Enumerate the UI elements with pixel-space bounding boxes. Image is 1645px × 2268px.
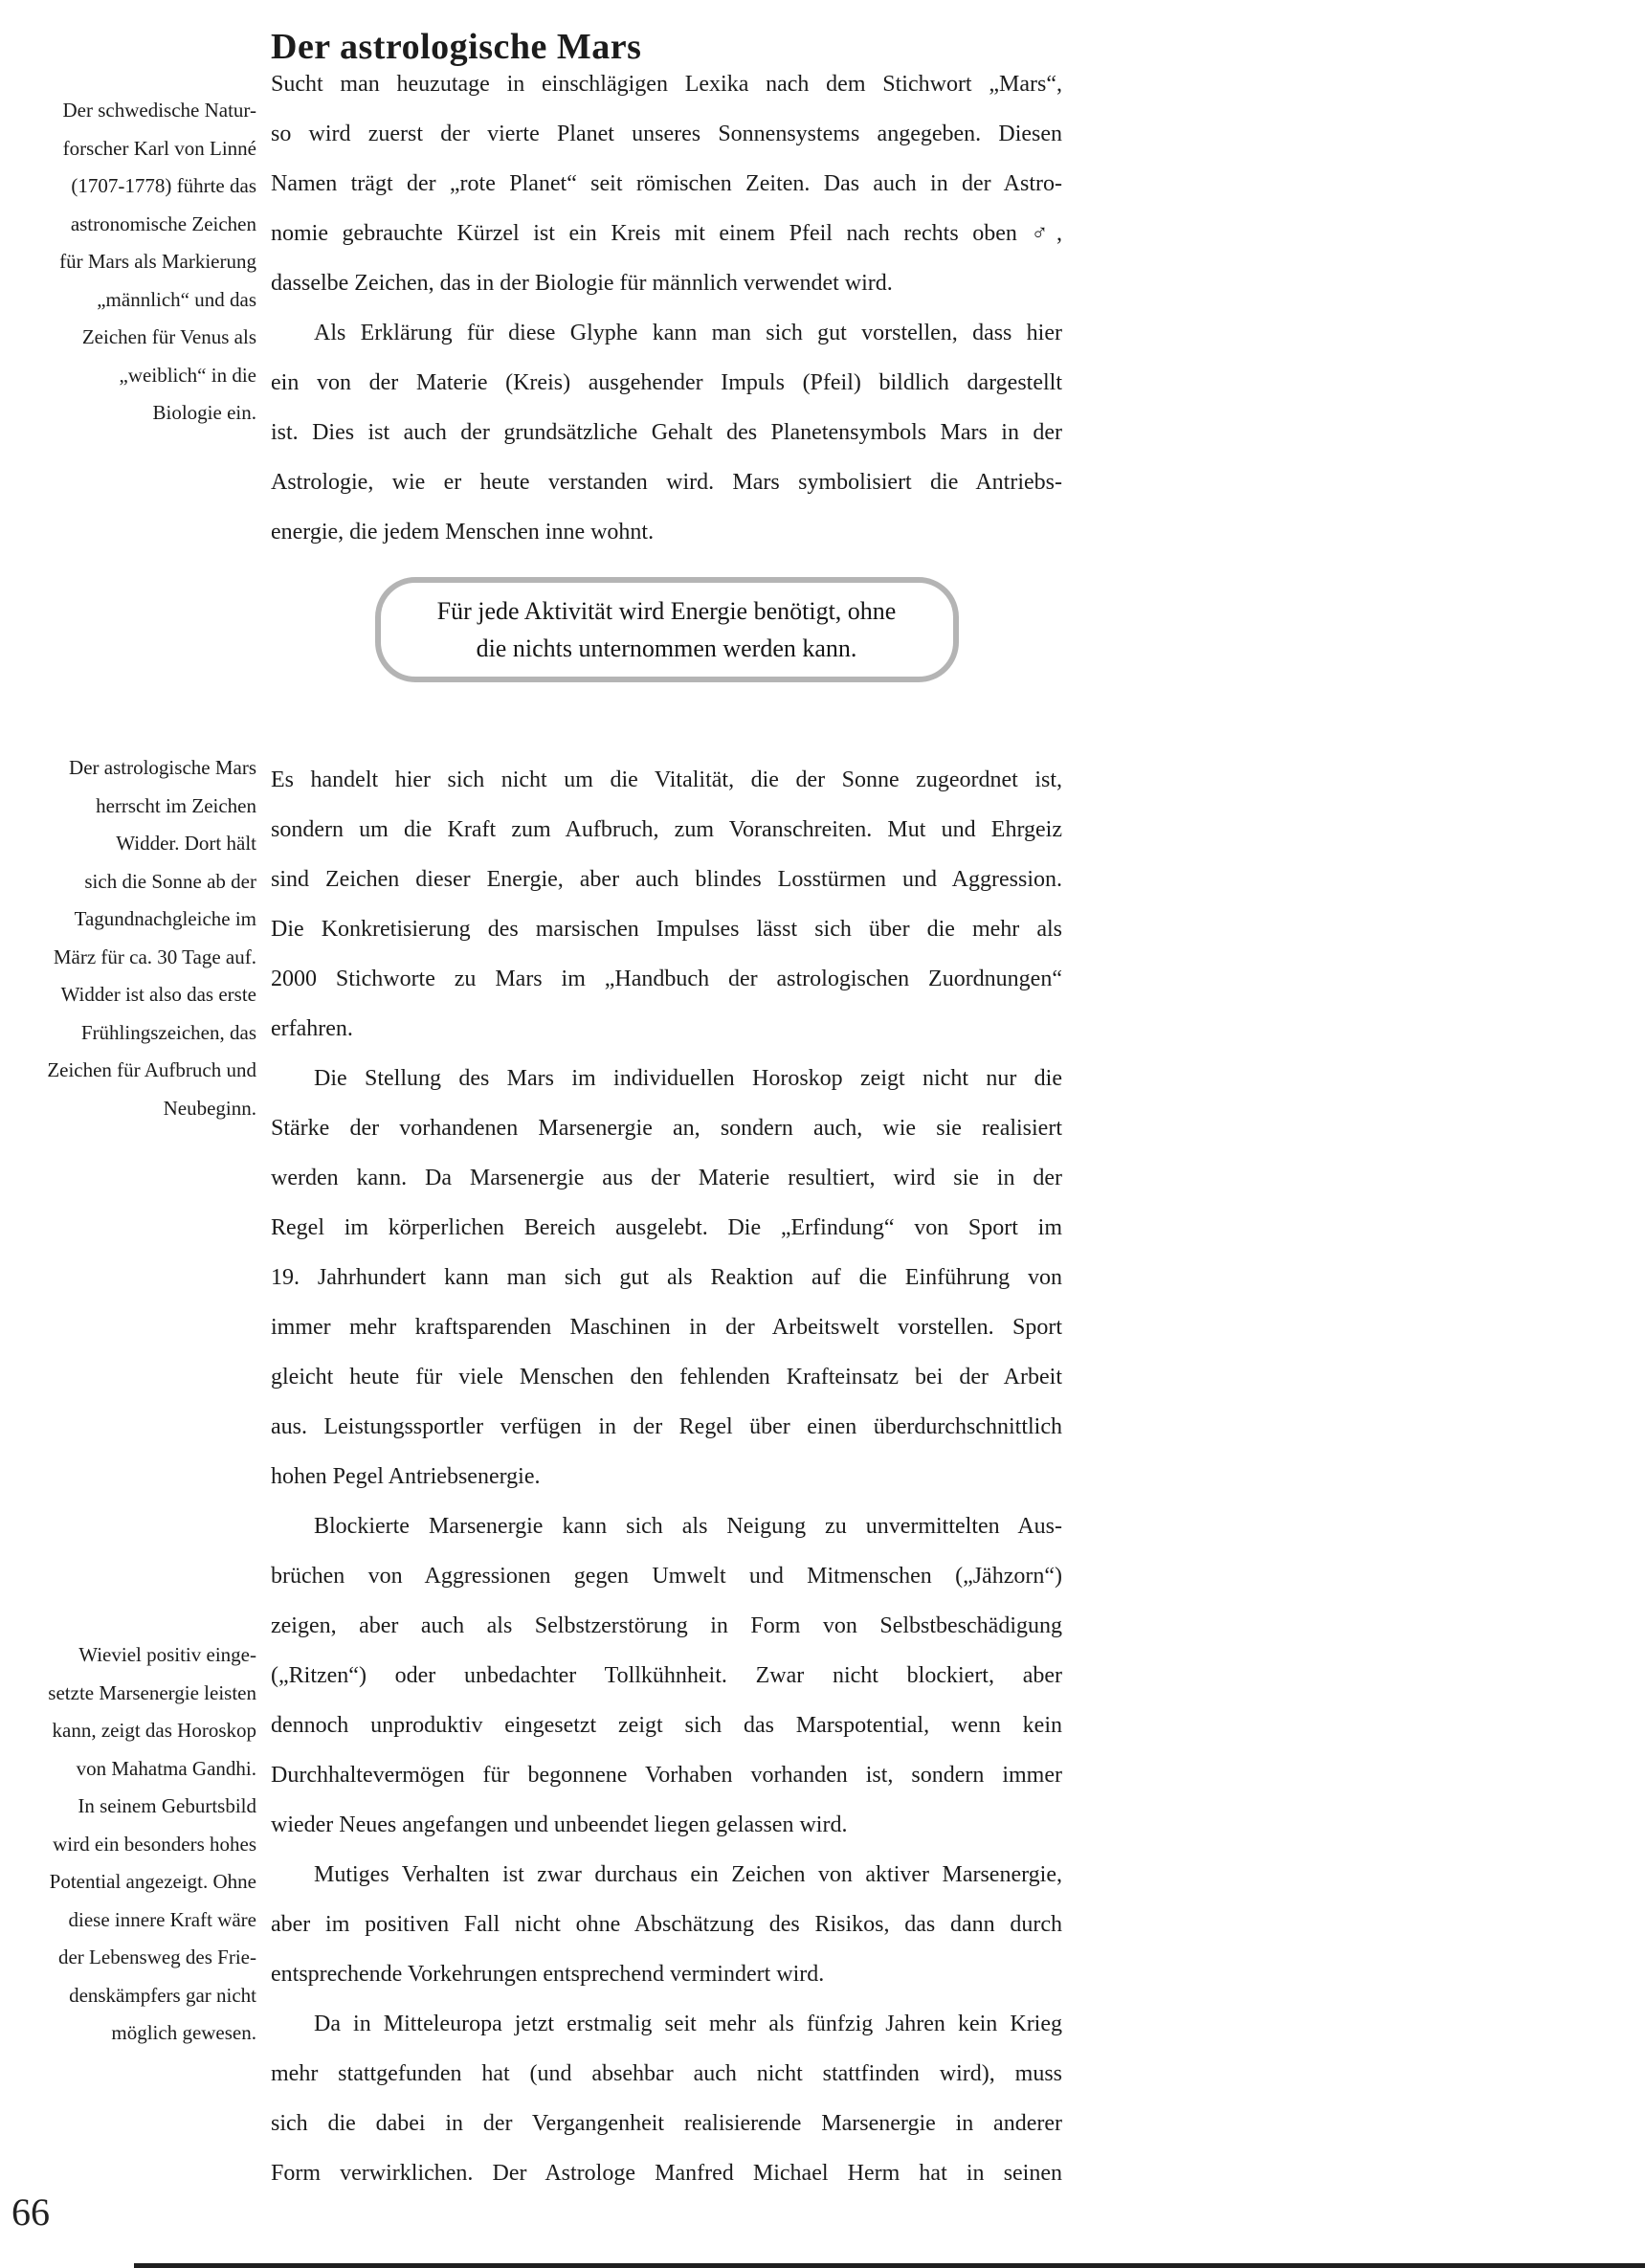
text-line: Stärke der vorhandenen Marsenergie an, sondern auch, wie sie realisiert [271, 1116, 1062, 1141]
text-line: ein von der Materie (Kreis) ausgehender Impuls (Pfeil) bildlich dargestellt [271, 370, 1062, 395]
margin-note-line: Potential angezeigt. Ohne [49, 1870, 256, 1893]
page-title: Der astrologische Mars [271, 27, 642, 68]
margin-note-line: Der astrologische Mars [69, 756, 256, 779]
margin-note-line: setzte Marsenergie leisten [48, 1680, 256, 1704]
text-line: 19. Jahrhundert kann man sich gut als Reaktion auf die Einführung von [271, 1265, 1062, 1290]
margin-note-line: Neubeginn. [163, 1096, 256, 1120]
margin-note-line: Tagundnachgleiche im [74, 907, 256, 930]
text-line: Form verwirklichen. Der Astrologe Manfred Michael Herm hat in seinen [271, 2161, 1062, 2186]
margin-note-line: für Mars als Markierung [59, 250, 256, 273]
text-line: („Ritzen“) oder unbedachter Tollkühnheit. Zwar nicht blockiert, aber [271, 1663, 1062, 1688]
text-line: dennoch unproduktiv eingesetzt zeigt sich das Marspotential, wenn kein [271, 1713, 1062, 1738]
margin-note-line: Widder. Dort hält [116, 832, 256, 855]
text-line: Die Stellung des Mars im individuellen Horoskop zeigt nicht nur die [314, 1066, 1062, 1091]
text-line: werden kann. Da Marsenergie aus der Materie resultiert, wird sie in der [271, 1166, 1062, 1190]
margin-note-line: sich die Sonne ab der [84, 869, 256, 893]
paragraph [271, 1501, 1062, 1850]
page-bottom-rule [134, 2263, 1645, 2268]
margin-note-line: Zeichen für Venus als [81, 325, 256, 348]
margin-note-line: möglich gewesen. [111, 2021, 256, 2044]
text-line: Namen trägt der „rote Planet“ seit römischen Zeiten. Das auch in der Astro- [271, 171, 1062, 196]
margin-note-line: der Lebensweg des Frie- [57, 1946, 256, 1968]
paragraph [271, 308, 1062, 557]
margin-note-line: wird ein besonders hohes [53, 1832, 256, 1856]
text-line: Durchhaltevermögen für begonnene Vorhaben vorhanden ist, sondern immer [271, 1763, 1062, 1788]
callout-line: die nichts unternommen werden kann. [476, 634, 857, 662]
margin-note-line: diese innere Kraft wäre [68, 1907, 256, 1931]
text-line: Regel im körperlichen Bereich ausgelebt. Die „Erfindung“ von Sport im [271, 1215, 1062, 1240]
text-line: mehr stattgefunden hat (und absehbar auch nicht stattfinden wird), muss [271, 2061, 1062, 2086]
text-line: immer mehr kraftsparenden Maschinen in der Arbeitswelt vorstellen. Sport [271, 1315, 1062, 1340]
margin-note-line: Biologie ein. [152, 401, 256, 424]
margin-note-line: (1707-1778) führte das [71, 174, 256, 197]
text-line: Mutiges Verhalten ist zwar durchaus ein Zeichen von aktiver Marsenergie, [314, 1862, 1062, 1887]
page-number: 66 [11, 2190, 50, 2234]
margin-note-line: Frühlingszeichen, das [80, 1020, 256, 1044]
text-line: aus. Leistungssportler verfügen in der Regel über einen überdurchschnittlich [271, 1414, 1062, 1439]
margin-note-line: Zeichen für Aufbruch und [47, 1058, 256, 1081]
text-line: sich die dabei in der Vergangenheit realisierende Marsenergie in anderer [271, 2111, 1062, 2136]
paragraph [271, 755, 1062, 1054]
margin-note-line: In seinem Geburtsbild [78, 1794, 256, 1817]
margin-note-gandhi [10, 1636, 256, 2053]
text-line: brüchen von Aggressionen gegen Umwelt und Mitmenschen („Jähzorn“) [271, 1564, 1062, 1589]
margin-note-line: denskämpfers gar nicht [69, 1983, 256, 2007]
margin-note-line: kann, zeigt das Horoskop [52, 1719, 256, 1742]
margin-note-line: Widder ist also das erste [60, 983, 256, 1006]
margin-note-line: März für ca. 30 Tage auf. [53, 945, 256, 968]
text-line: hohen Pegel Antriebsenergie. [271, 1464, 541, 1489]
text-line: wieder Neues angefangen und unbeendet liegen gelassen wird. [271, 1812, 848, 1837]
text-line: gleicht heute für viele Menschen den fehlenden Krafteinsatz bei der Arbeit [271, 1365, 1062, 1390]
text-line: Astrologie, wie er heute verstanden wird. Mars symbolisiert die Antriebs- [271, 470, 1062, 495]
callout-box [375, 577, 959, 682]
text-line: aber im positiven Fall nicht ohne Abschätzung des Risikos, das dann durch [271, 1912, 1062, 1937]
text-line: so wird zuerst der vierte Planet unseres Sonnensystems angegeben. Diesen [271, 122, 1062, 146]
text-line: 2000 Stichworte zu Mars im „Handbuch der astrologischen Zuordnungen“ [271, 967, 1062, 991]
callout-line: Für jede Aktivität wird Energie benötigt, ohne [436, 597, 897, 625]
text-line: Es handelt hier sich nicht um die Vitalität, die der Sonne zugeordnet ist, [271, 767, 1062, 792]
text-line: dasselbe Zeichen, das in der Biologie für männlich verwendet wird. [271, 271, 893, 296]
text-line: Die Konkretisierung des marsischen Impulses lässt sich über die mehr als [271, 917, 1062, 942]
margin-note-line: von Mahatma Gandhi. [76, 1756, 256, 1780]
margin-note-line: forscher Karl von Linné [62, 136, 256, 160]
text-line: sind Zeichen dieser Energie, aber auch blindes Losstürmen und Aggression. [271, 867, 1062, 892]
text-line: zeigen, aber auch als Selbstzerstörung in Form von Selbstbeschädigung [271, 1613, 1062, 1638]
text-line: nomie gebrauchte Kürzel ist ein Kreis mit einem Pfeil nach rechts oben ♂, [271, 221, 1062, 246]
paragraph [271, 59, 1062, 308]
margin-note-line: „männlich“ und das [97, 287, 256, 311]
paragraph-group-top [271, 59, 1062, 557]
margin-note-widder [10, 749, 256, 1127]
text-line: Sucht man heuzutage in einschlägigen Lexika nach dem Stichwort „Mars“, [271, 72, 1062, 97]
text-line: Blockierte Marsenergie kann sich als Neigung zu unvermittelten Aus- [314, 1514, 1062, 1539]
paragraph [271, 1054, 1062, 1501]
text-line: sondern um die Kraft zum Aufbruch, zum Voranschreiten. Mut und Ehrgeiz [271, 817, 1062, 842]
margin-note-linne [10, 92, 256, 433]
margin-note-line: herrscht im Zeichen [96, 793, 256, 817]
paragraph [271, 1850, 1062, 1999]
text-line: erfahren. [271, 1016, 353, 1041]
text-line: energie, die jedem Menschen inne wohnt. [271, 520, 655, 545]
margin-note-line: Der schwedische Natur- [62, 99, 256, 122]
margin-note-line: astronomische Zeichen [70, 211, 256, 235]
text-line: Als Erklärung für diese Glyphe kann man sich gut vorstellen, dass hier [314, 321, 1062, 345]
paragraph [271, 1999, 1062, 2198]
text-line: ist. Dies ist auch der grundsätzliche Gehalt des Planetensymbols Mars in der [271, 420, 1062, 445]
margin-note-line: „weiblich“ in die [119, 363, 256, 387]
margin-note-line: Wieviel positiv einge- [78, 1643, 256, 1666]
text-line: Da in Mitteleuropa jetzt erstmalig seit mehr als fünfzig Jahren kein Krieg [314, 2012, 1062, 2036]
body-column [271, 59, 1062, 2198]
text-line: entsprechende Vorkehrungen entsprechend vermindert wird. [271, 1962, 825, 1987]
paragraph-group-bottom [271, 755, 1062, 2198]
